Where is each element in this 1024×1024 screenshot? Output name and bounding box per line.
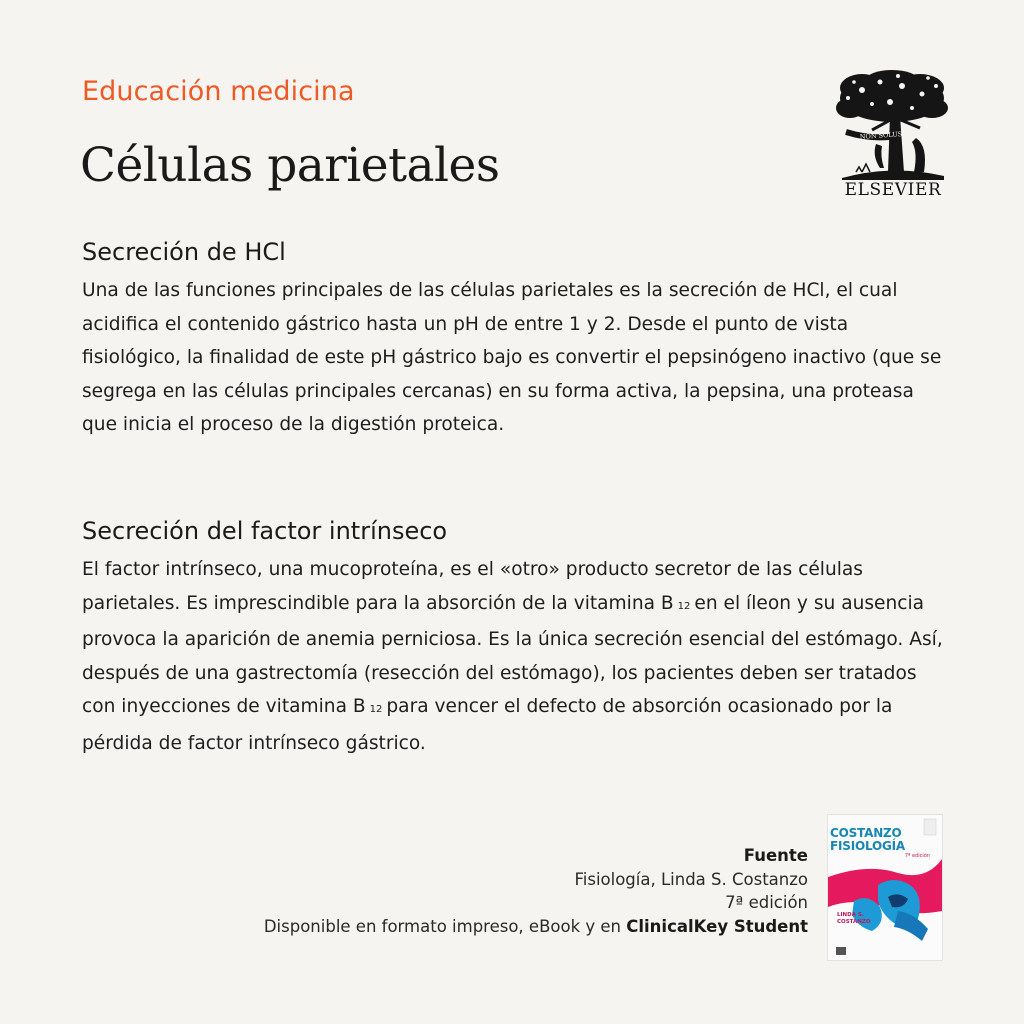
cover-author-line: LINDA S. xyxy=(837,912,864,918)
source-credit xyxy=(264,844,808,938)
section-intrinsic-factor xyxy=(82,517,952,760)
section-title: Secreción del factor intrínseco xyxy=(82,517,448,545)
elsevier-wordmark: ELSEVIER xyxy=(844,180,942,200)
source-heading: Fuente xyxy=(743,846,808,865)
body-text: El factor intrínseco, una mucoproteína, es el «otro» producto secretor de las células parietales. Es imprescindible para la absorción de la vitamina B xyxy=(82,559,863,614)
availability-text: Disponible en formato impreso, eBook y en xyxy=(263,916,622,936)
source-edition: 7ª edición xyxy=(725,893,808,912)
book-cover-image xyxy=(828,815,942,960)
source-book: Fisiología, Linda S. Costanzo xyxy=(574,869,808,889)
body-text: para vencer el defecto de absorción ocasionado por la pérdida de factor intrínseco gástrico. xyxy=(82,696,893,754)
platform-name: ClinicalKey Student xyxy=(626,916,808,936)
page-title: Células parietales xyxy=(80,138,500,193)
cover-edition: 7ª edición xyxy=(904,853,930,859)
logo-motto-ribbon: NON SOLUS xyxy=(859,130,903,141)
section-hcl-secretion xyxy=(82,238,952,442)
cover-title-line: COSTANZO xyxy=(830,826,902,840)
section-body xyxy=(82,553,952,760)
subscript: 12 xyxy=(677,600,691,612)
cover-author-line: COSTANZO xyxy=(837,919,871,925)
source-availability xyxy=(264,915,808,939)
cover-title xyxy=(828,827,942,853)
cover-title-line: FISIOLOGÍA xyxy=(830,839,905,853)
section-body: Una de las funciones principales de las células parietales es la secreción de HCl, el cual acidifica el contenido gástrico hasta un pH de entre 1 y 2. Desde el punto de vista fisiológico, la finalidad de este pH gástrico bajo es convertir el pepsinógeno inactivo (que se segrega en las células principales cercanas) en su forma activa, la pepsina, una proteasa que inicia el proceso de la digestión proteica. xyxy=(82,280,942,435)
eyebrow-category: Educación medicina xyxy=(82,76,355,107)
body-text: en el íleon y su ausencia provoca la aparición de anemia perniciosa. Es la única secreción esencial del estómago. Así, después de una gastrectomía (resección del estómago), los pacientes deben ser tratados con inyecciones de vitamina B xyxy=(82,592,943,717)
cover-author xyxy=(837,912,871,926)
section-title: Secreción de HCl xyxy=(82,238,286,266)
subscript: 12 xyxy=(369,704,383,715)
